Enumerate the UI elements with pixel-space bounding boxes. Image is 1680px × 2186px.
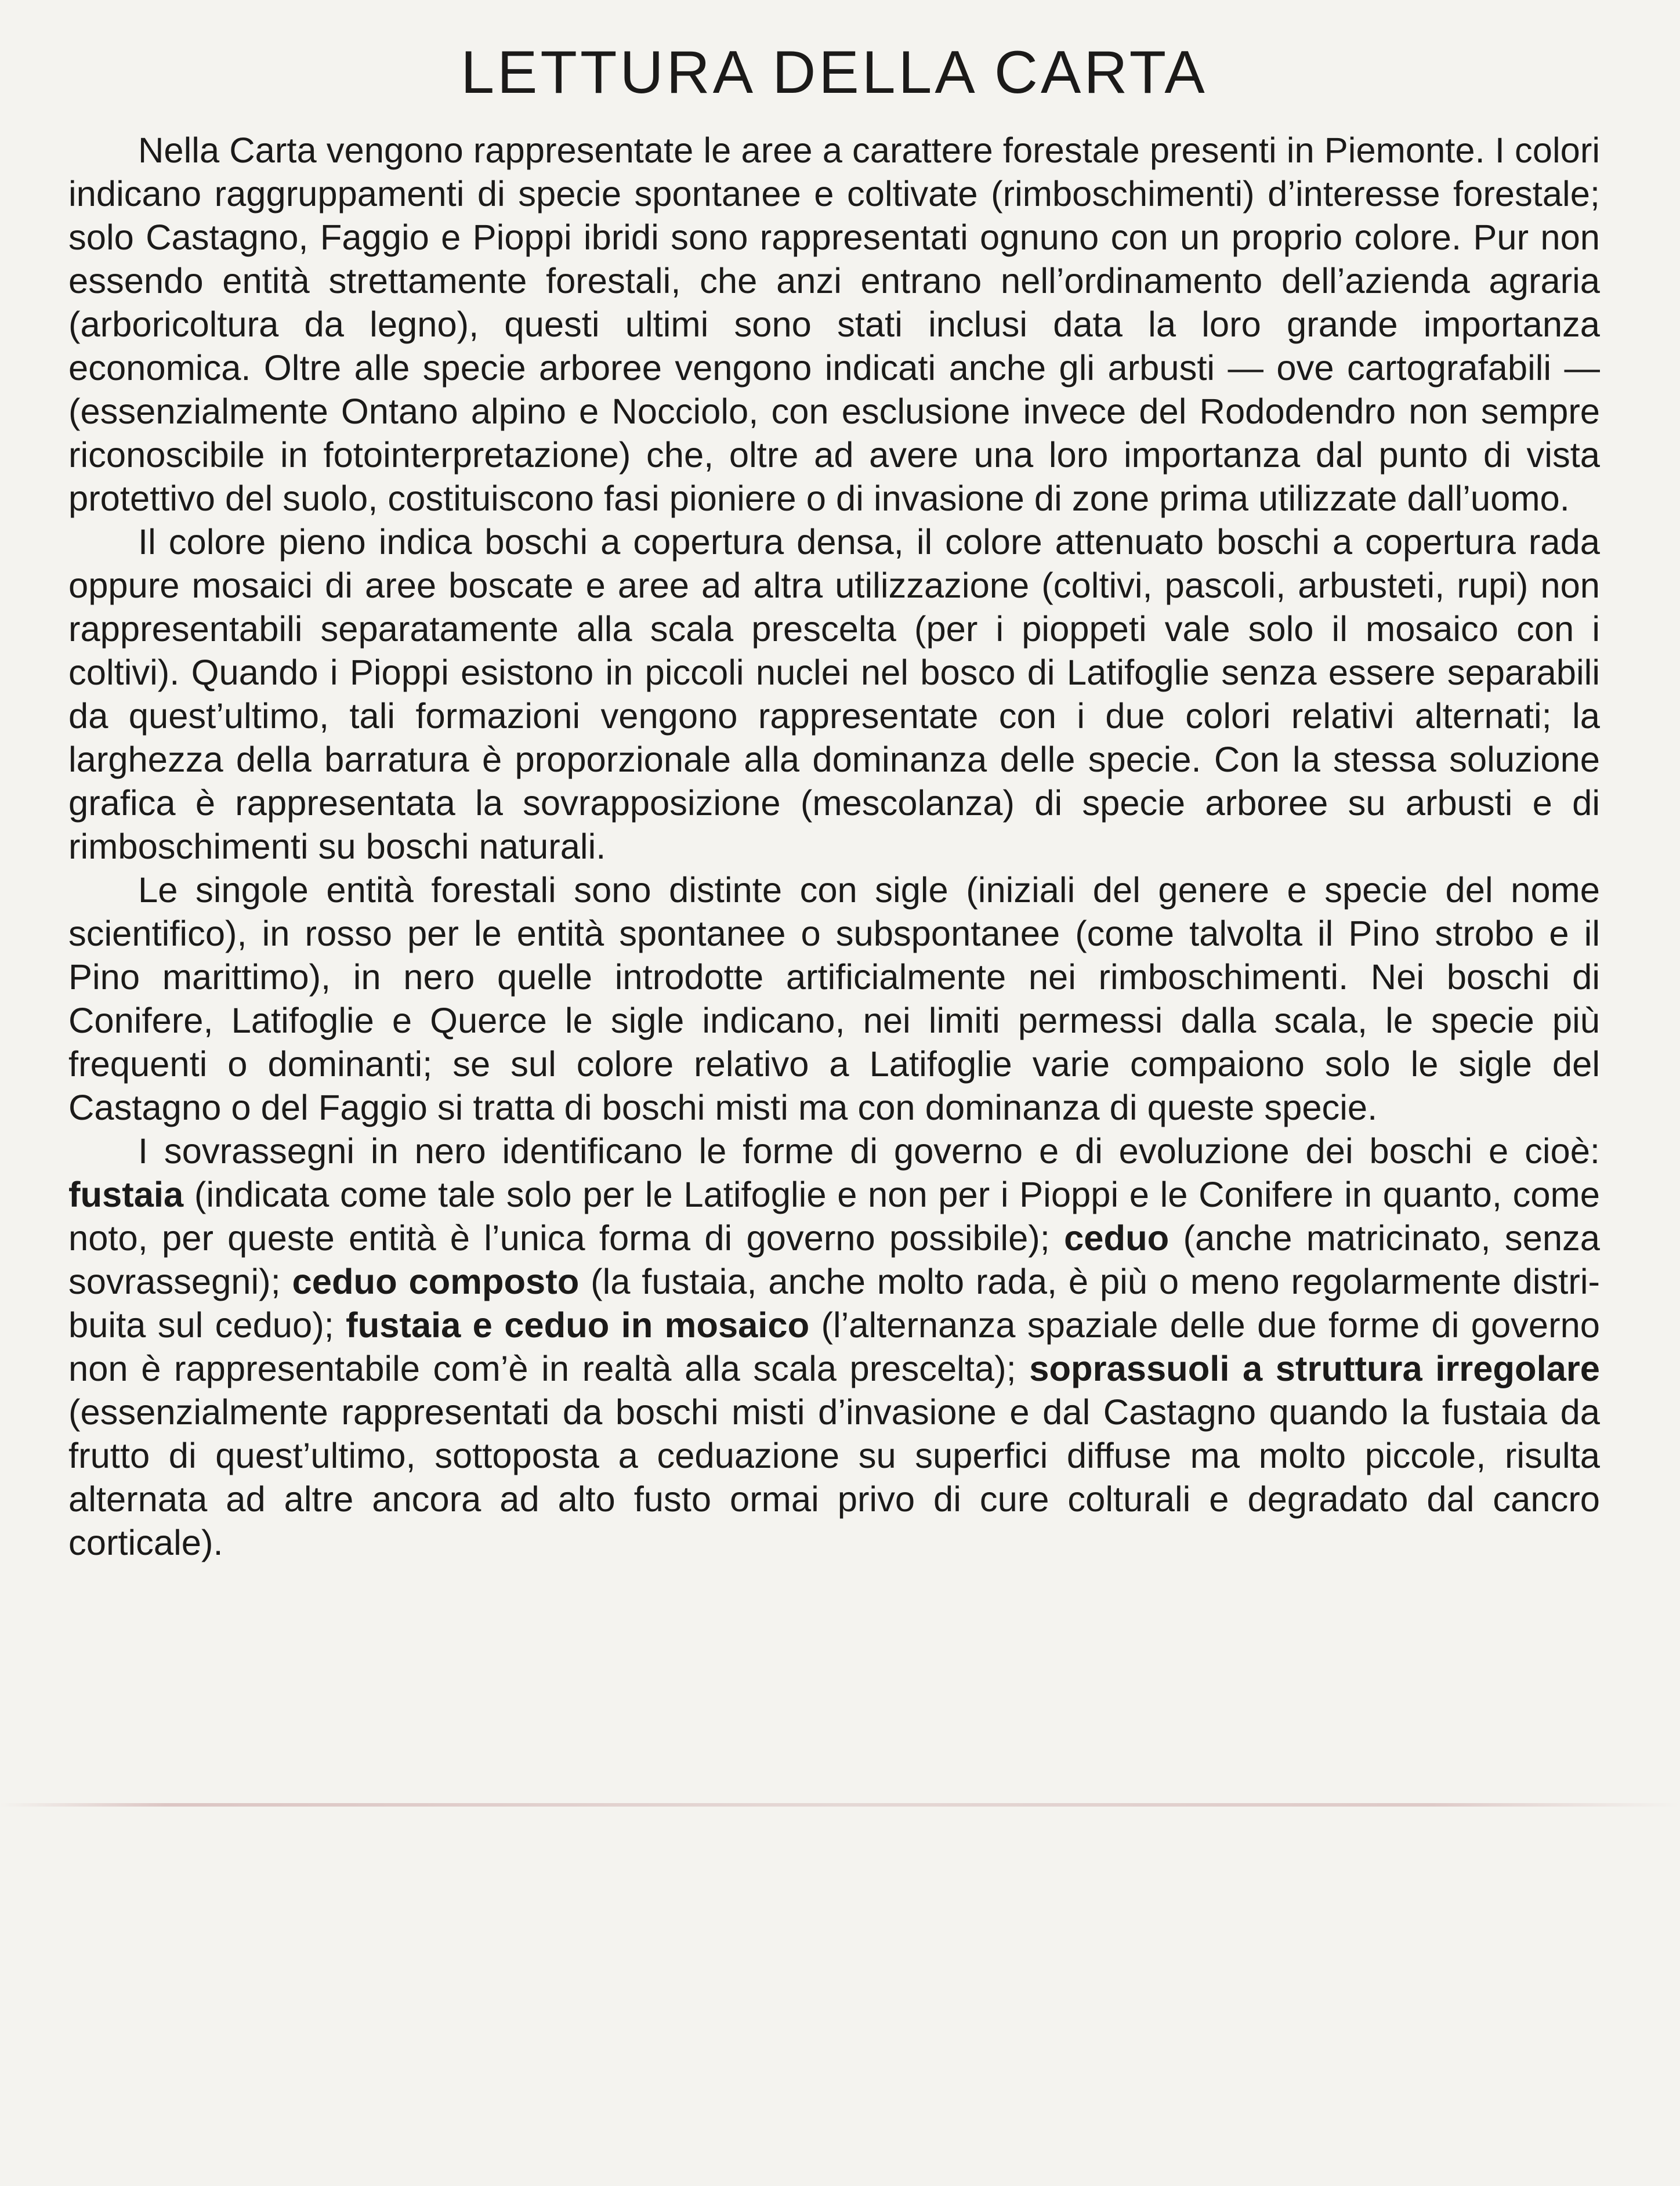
bold-term: fustaia e ceduo in mosaico bbox=[346, 1305, 810, 1346]
paper-scratch-mark bbox=[0, 1803, 1680, 1807]
document-page bbox=[68, 39, 1600, 1565]
document-body bbox=[68, 129, 1600, 1565]
paragraph-2 bbox=[68, 520, 1600, 868]
paragraph-text: (essenzialmente rappresentati da boschi misti d’invasione e dal Castagno quando la fustaia da frutto di quest’ultimo, sottoposta a ceduazione su superfici diffuse ma molto piccole, risulta alternata ad altre ancora ad alto fusto ormai privo di cure colturali e degradato dal cancro corticale). bbox=[68, 1392, 1600, 1564]
paragraph-text: (la fustaia, anche molto rada, è più o meno regolarmente distribuita sul ceduo); bbox=[68, 1262, 1600, 1346]
paragraph-text: (anche matricinato, senza sovrassegni); bbox=[68, 1218, 1600, 1302]
bold-term: fustaia bbox=[68, 1175, 184, 1215]
page-title: LETTURA DELLA CARTA bbox=[461, 39, 1208, 106]
bold-term: soprassuoli a struttura irregolare bbox=[1029, 1349, 1600, 1389]
bold-term: ceduo bbox=[1064, 1218, 1170, 1259]
paragraph-text: (l’alternanza spaziale delle due forme di governo non è rappresentabile com’è in realtà alla scala prescelta); bbox=[68, 1305, 1601, 1389]
bold-term: ceduo composto bbox=[292, 1262, 580, 1302]
paragraph-3 bbox=[68, 868, 1600, 1130]
paragraph-text: Le singole entità forestali sono distinte con sigle (iniziali del genere e specie del nome scientifico), in rosso per le entità spontanee o subspontanee (come talvolta il Pino strobo e il Pino marittimo), in nero quelle introdotte artificialmente nei rimboschimenti. Nei boschi di Conifere, Latifoglie e Querce le sigle indicano, nei limiti permessi dalla scala, le specie più frequenti o dominanti; se sul colore relativo a Latifoglie varie compaiono solo le sigle del Castagno o del Faggio si tratta di boschi misti ma con dominanza di queste specie. bbox=[68, 870, 1600, 1128]
paragraph-1 bbox=[68, 129, 1600, 520]
paragraph-text: Nella Carta vengono rappresentate le aree a carattere forestale presenti in Piemonte. I colori indicano raggruppamenti di specie spontanee e coltivate (rimboschimenti) d’interesse forestale; solo Castagno, Faggio e Pioppi ibridi sono rappresentati ognuno con un proprio colore. Pur non essendo entità strettamente forestali, che anzi entrano nell’ordinamento dell’azienda agraria (arboricoltura da legno), questi ultimi sono stati inclusi data la loro grande importanza economica. Oltre alle specie arboree vengono indicati anche gli arbusti — ove cartografabili — (essenzialmente Ontano alpino e Nocciolo, con esclusione invece del Rododendro non sempre riconoscibile in fotointerpretazione) che, oltre ad avere una loro importanza dal punto di vista protettivo del suolo, costituiscono fasi pioniere o di invasione di zone prima utilizzate dall’uomo. bbox=[68, 131, 1600, 519]
paragraph-text: (indicata come tale solo per le Latifoglie e non per i Pioppi e le Conifere in quanto, come noto, per queste entità è l’unica forma di governo possibile); bbox=[68, 1175, 1600, 1259]
paragraph-4 bbox=[68, 1130, 1600, 1565]
paragraph-text: Il colore pieno indica boschi a copertura densa, il colore attenuato boschi a copertura rada oppure mosaici di aree boscate e aree ad altra utilizzazione (coltivi, pascoli, arbusteti, rupi) non rappresentabili separatamente alla scala prescelta (per i pioppeti vale solo il mosaico con i coltivi). Quando i Pioppi esistono in piccoli nuclei nel bosco di Latifoglie senza essere separabili da quest’ultimo, tali formazioni vengono rappresentate con i due colori relativi alternati; la larghezza della barratura è proporzionale alla dominanza delle specie. Con la stessa soluzione grafica è rappresentata la sovrapposizione (mescolanza) di specie arboree su arbusti e di rimboschimenti su boschi naturali. bbox=[68, 522, 1600, 867]
paragraph-text: I sovrassegni in nero identificano le forme di governo e di evoluzione dei boschi e cioè: bbox=[138, 1131, 1600, 1172]
